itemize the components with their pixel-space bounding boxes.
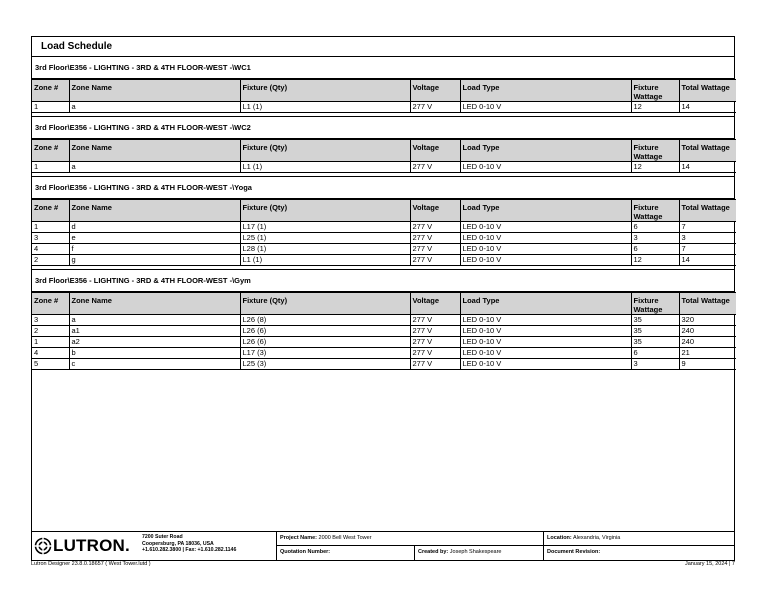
- section-title: 3rd Floor\E356 - LIGHTING - 3RD & 4TH FLOOR-WEST -\WC1: [32, 57, 734, 79]
- table-cell: 6: [631, 222, 679, 233]
- table-cell: 4: [32, 244, 69, 255]
- section-title: 3rd Floor\E356 - LIGHTING - 3RD & 4TH FLOOR-WEST -\Yoga: [32, 177, 734, 199]
- table-cell: 277 V: [410, 315, 460, 326]
- column-header: Zone #: [32, 80, 69, 102]
- table-row: [32, 255, 736, 266]
- created-by-value: Joseph Shakespeare: [449, 549, 502, 555]
- table-header-row: [32, 140, 736, 162]
- table-cell: 4: [32, 348, 69, 359]
- schedule-table: [32, 292, 736, 370]
- table-row: [32, 348, 736, 359]
- table-cell: 277 V: [410, 359, 460, 370]
- table-row: [32, 315, 736, 326]
- column-header: Zone #: [32, 293, 69, 315]
- table-cell: LED 0-10 V: [460, 162, 631, 173]
- section-title: 3rd Floor\E356 - LIGHTING - 3RD & 4TH FLOOR-WEST -\WC2: [32, 117, 734, 139]
- column-header: Zone Name: [69, 293, 240, 315]
- column-header: Voltage: [410, 200, 460, 222]
- table-cell: LED 0-10 V: [460, 348, 631, 359]
- schedule-table: [32, 199, 736, 266]
- quotation-label: Quotation Number:: [280, 549, 331, 555]
- table-cell: 277 V: [410, 255, 460, 266]
- location-label: Location:: [547, 535, 572, 541]
- company-address: [142, 532, 276, 560]
- column-header: Total Wattage: [679, 293, 736, 315]
- table-cell: a: [69, 315, 240, 326]
- table-cell: LED 0-10 V: [460, 359, 631, 370]
- table-cell: 277 V: [410, 222, 460, 233]
- table-cell: LED 0-10 V: [460, 244, 631, 255]
- table-cell: 1: [32, 102, 69, 113]
- column-header: Fixture (Qty): [240, 80, 410, 102]
- column-header: Load Type: [460, 293, 631, 315]
- table-cell: e: [69, 233, 240, 244]
- table-cell: 21: [679, 348, 736, 359]
- project-name-label: Project Name:: [280, 535, 317, 541]
- column-header: Total Wattage: [679, 80, 736, 102]
- table-cell: 240: [679, 326, 736, 337]
- column-header: Zone Name: [69, 140, 240, 162]
- software-version: Lutron Designer 23.8.0.18657 ( West Tower.lutd ): [31, 561, 151, 567]
- table-cell: 7: [679, 244, 736, 255]
- logo-wordmark: LUTRON.: [53, 536, 130, 555]
- table-cell: 3: [631, 359, 679, 370]
- table-cell: a1: [69, 326, 240, 337]
- table-cell: a2: [69, 337, 240, 348]
- table-row: [32, 222, 736, 233]
- column-header: Zone Name: [69, 80, 240, 102]
- table-cell: 277 V: [410, 233, 460, 244]
- table-cell: L26 (8): [240, 315, 410, 326]
- column-header: Load Type: [460, 140, 631, 162]
- sections-container: [32, 57, 734, 370]
- table-cell: 9: [679, 359, 736, 370]
- table-cell: L17 (3): [240, 348, 410, 359]
- column-header: Fixture Wattage: [631, 293, 679, 315]
- table-cell: L28 (1): [240, 244, 410, 255]
- revision-label: Document Revision:: [547, 549, 601, 555]
- table-cell: f: [69, 244, 240, 255]
- lutron-emblem-icon: [34, 537, 52, 555]
- created-by-cell: [414, 546, 543, 560]
- table-cell: 7: [679, 222, 736, 233]
- revision-cell: [543, 546, 734, 560]
- table-row: [32, 102, 736, 113]
- table-cell: LED 0-10 V: [460, 315, 631, 326]
- table-cell: 277 V: [410, 326, 460, 337]
- table-row: [32, 244, 736, 255]
- table-cell: 1: [32, 162, 69, 173]
- table-cell: 3: [32, 315, 69, 326]
- footer: [31, 532, 735, 561]
- table-cell: 3: [679, 233, 736, 244]
- column-header: Fixture (Qty): [240, 140, 410, 162]
- table-row: [32, 233, 736, 244]
- lutron-logo: [32, 532, 142, 560]
- table-cell: 12: [631, 162, 679, 173]
- table-cell: LED 0-10 V: [460, 326, 631, 337]
- table-cell: c: [69, 359, 240, 370]
- location-value: Alexandria, Virginia: [572, 535, 621, 541]
- address-phone: +1.610.282.3800 | Fax: +1.610.282.1146: [142, 547, 237, 554]
- table-cell: 320: [679, 315, 736, 326]
- address-street: 7200 Suter Road: [142, 534, 183, 540]
- table-row: [32, 162, 736, 173]
- column-header: Voltage: [410, 80, 460, 102]
- table-cell: 3: [32, 233, 69, 244]
- table-cell: LED 0-10 V: [460, 102, 631, 113]
- table-cell: 35: [631, 337, 679, 348]
- column-header: Total Wattage: [679, 140, 736, 162]
- location-cell: [543, 532, 734, 546]
- table-cell: 240: [679, 337, 736, 348]
- table-cell: 14: [679, 102, 736, 113]
- table-cell: 277 V: [410, 102, 460, 113]
- table-cell: L26 (6): [240, 337, 410, 348]
- table-header-row: [32, 80, 736, 102]
- table-cell: 14: [679, 255, 736, 266]
- table-cell: LED 0-10 V: [460, 233, 631, 244]
- table-cell: 2: [32, 326, 69, 337]
- column-header: Zone #: [32, 200, 69, 222]
- footer-info-grid: [276, 532, 734, 560]
- column-header: Fixture Wattage: [631, 140, 679, 162]
- table-cell: 277 V: [410, 162, 460, 173]
- table-header-row: [32, 200, 736, 222]
- section-title: 3rd Floor\E356 - LIGHTING - 3RD & 4TH FLOOR-WEST -\Gym: [32, 270, 734, 292]
- table-cell: L1 (1): [240, 162, 410, 173]
- table-row: [32, 337, 736, 348]
- table-cell: b: [69, 348, 240, 359]
- table-row: [32, 359, 736, 370]
- table-cell: 12: [631, 255, 679, 266]
- quotation-cell: [276, 546, 414, 560]
- column-header: Fixture (Qty): [240, 293, 410, 315]
- table-header-row: [32, 293, 736, 315]
- table-cell: 12: [631, 102, 679, 113]
- table-cell: 3: [631, 233, 679, 244]
- column-header: Voltage: [410, 293, 460, 315]
- table-cell: 6: [631, 348, 679, 359]
- column-header: Fixture Wattage: [631, 80, 679, 102]
- table-cell: 35: [631, 326, 679, 337]
- column-header: Fixture (Qty): [240, 200, 410, 222]
- table-cell: 277 V: [410, 337, 460, 348]
- table-cell: g: [69, 255, 240, 266]
- created-by-label: Created by:: [418, 549, 449, 555]
- table-cell: L25 (3): [240, 359, 410, 370]
- table-cell: 14: [679, 162, 736, 173]
- table-cell: LED 0-10 V: [460, 222, 631, 233]
- table-cell: a: [69, 162, 240, 173]
- date-page: January 15, 2024 | 7: [684, 561, 735, 567]
- table-cell: 1: [32, 337, 69, 348]
- column-header: Zone #: [32, 140, 69, 162]
- table-cell: 277 V: [410, 348, 460, 359]
- table-cell: 1: [32, 222, 69, 233]
- table-cell: L1 (1): [240, 255, 410, 266]
- project-name-cell: [276, 532, 543, 546]
- project-name-value: 2000 Bell West Tower: [318, 535, 372, 541]
- column-header: Zone Name: [69, 200, 240, 222]
- load-schedule-frame: [31, 36, 735, 532]
- table-cell: L1 (1): [240, 102, 410, 113]
- column-header: Load Type: [460, 200, 631, 222]
- address-city: Coopersburg, PA 18036, USA: [142, 540, 214, 547]
- table-cell: 5: [32, 359, 69, 370]
- table-row: [32, 326, 736, 337]
- table-cell: 6: [631, 244, 679, 255]
- column-header: Total Wattage: [679, 200, 736, 222]
- table-cell: 277 V: [410, 244, 460, 255]
- table-cell: a: [69, 102, 240, 113]
- column-header: Voltage: [410, 140, 460, 162]
- table-cell: L17 (1): [240, 222, 410, 233]
- table-cell: 2: [32, 255, 69, 266]
- table-cell: LED 0-10 V: [460, 255, 631, 266]
- table-cell: L25 (1): [240, 233, 410, 244]
- schedule-table: [32, 79, 736, 113]
- table-cell: L26 (6): [240, 326, 410, 337]
- document-title: Load Schedule: [32, 37, 734, 57]
- schedule-table: [32, 139, 736, 173]
- table-cell: LED 0-10 V: [460, 337, 631, 348]
- table-cell: 35: [631, 315, 679, 326]
- table-cell: d: [69, 222, 240, 233]
- column-header: Fixture Wattage: [631, 200, 679, 222]
- column-header: Load Type: [460, 80, 631, 102]
